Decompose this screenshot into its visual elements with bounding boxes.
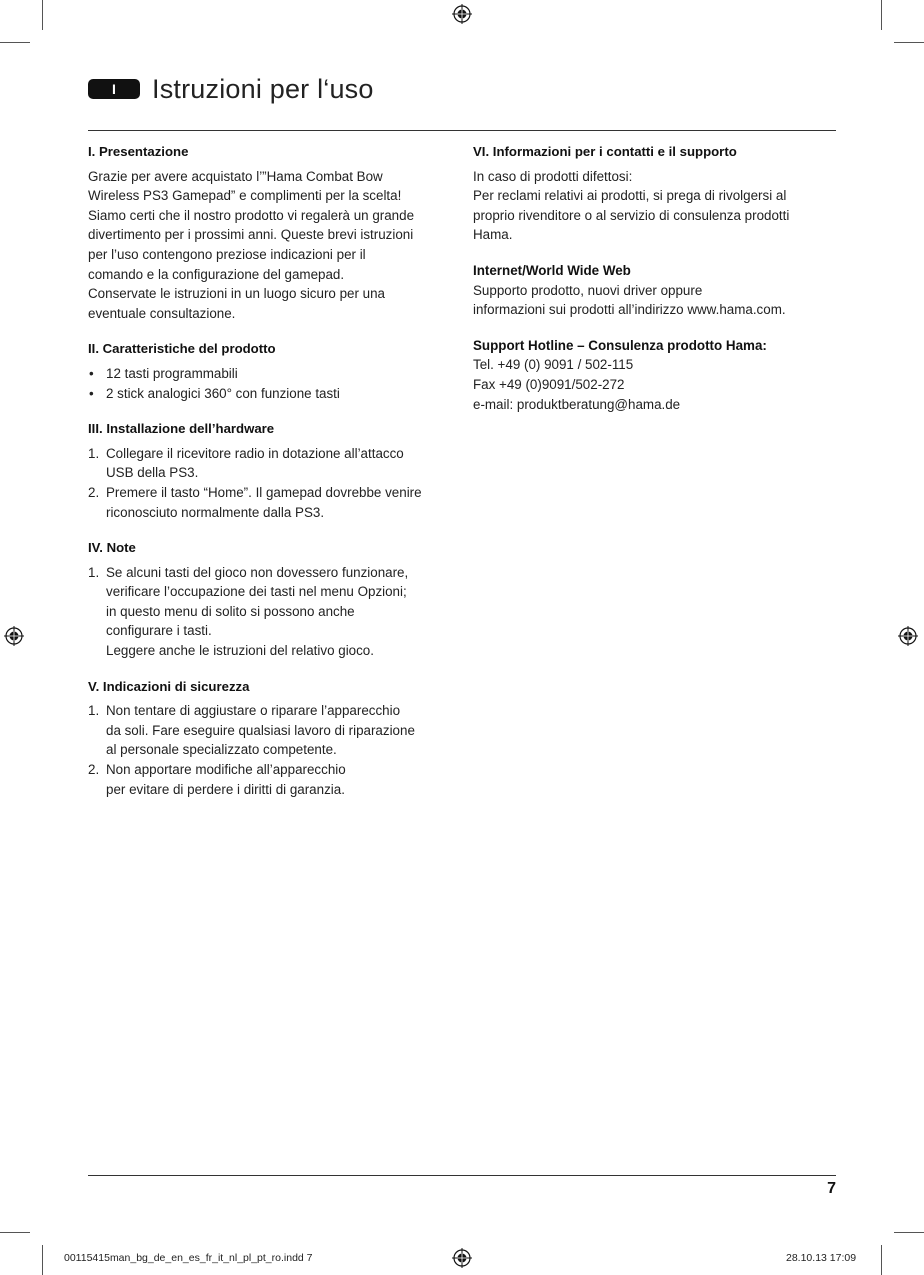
hotline-email: e-mail: produktberatung@hama.de <box>473 396 681 412</box>
list-number: 2. <box>88 484 100 500</box>
section-internet <box>473 261 836 320</box>
registration-mark-icon <box>452 4 472 24</box>
registration-mark-icon <box>452 1248 472 1268</box>
page-title: Istruzioni per l‘uso <box>152 73 374 104</box>
feature-list <box>88 364 456 403</box>
list-item <box>88 701 456 760</box>
list-item: • 12 tasti programmabili <box>88 364 456 384</box>
footer-divider <box>88 1175 836 1176</box>
list-item <box>88 760 456 799</box>
notes-list <box>88 563 456 661</box>
section-text: Supporto prodotto, nuovi driver oppure informazioni sui prodotti all’indirizzo www.hama.com. <box>473 282 786 318</box>
hotline-fax: Fax +49 (0)9091/502-272 <box>473 376 625 392</box>
list-number: 2. <box>88 762 100 778</box>
list-item <box>88 483 456 522</box>
list-text: Premere il tasto “Home”. Il gamepad dovrebbe venire riconosciuto normalmente dalla PS3. <box>106 484 422 520</box>
header-divider <box>88 130 836 131</box>
section-contatti <box>473 142 836 245</box>
list-text: Non apportare modifiche all’apparecchio per evitare di perdere i diritti di garanzia. <box>106 762 346 797</box>
section-text: Grazie per avere acquistato l’”Hama Combat Bow Wireless PS3 Gamepad” e complimenti per la scelta! Siamo certi che il nostro prodotto vi regalerà un grande divertimento per i prossimi anni. Queste brevi istruzioni per l’uso contengono preziose indicazioni per il comando e la configurazione del gamepad. Conservate le istruzioni in un luogo sicuro per una eventuale consultazione. <box>88 168 415 321</box>
section-note <box>88 538 456 661</box>
list-text: Non tentare di aggiustare o riparare l’apparecchio da soli. Fare eseguire qualsiasi lavoro di riparazione al personale specializzato competente. <box>106 703 415 758</box>
section-sicurezza <box>88 677 456 800</box>
section-heading: IV. Note <box>88 540 136 556</box>
page-header <box>88 74 374 104</box>
subsection-heading: Internet/World Wide Web <box>473 262 631 278</box>
list-number: 1. <box>88 564 100 580</box>
registration-mark-icon <box>898 626 918 646</box>
language-badge: I <box>88 79 140 99</box>
page-number: 7 <box>827 1180 836 1197</box>
crop-mark-top-right-v <box>881 0 882 30</box>
list-number: 1. <box>88 445 100 461</box>
section-heading: III. Installazione dell’hardware <box>88 421 275 437</box>
section-heading: II. Caratteristiche del prodotto <box>88 341 276 357</box>
section-caratteristiche <box>88 339 456 403</box>
registration-mark-icon <box>4 626 24 646</box>
section-hotline <box>473 336 836 414</box>
installation-steps <box>88 444 456 522</box>
section-installazione <box>88 419 456 522</box>
hotline-tel: Tel. +49 (0) 9091 / 502-115 <box>473 357 634 373</box>
section-heading: I. Presentazione <box>88 144 189 159</box>
section-heading: VI. Informazioni per i contatti e il supporto <box>473 144 737 159</box>
left-column <box>88 142 456 815</box>
list-item <box>88 563 456 661</box>
list-item: • 2 stick analogici 360° con funzione tasti <box>88 384 456 404</box>
crop-mark-bottom-left-h <box>0 1232 30 1233</box>
crop-mark-bottom-left-v <box>42 1245 43 1275</box>
section-heading: V. Indicazioni di sicurezza <box>88 678 250 694</box>
safety-list <box>88 701 456 799</box>
list-text: Se alcuni tasti del gioco non dovessero funzionare, verificare l’occupazione dei tasti nel menu Opzioni; in questo menu di solito si possono anche configurare i tasti. Leggere anche le istruzioni del relativo gioco. <box>106 564 409 659</box>
crop-mark-bottom-right-v <box>881 1245 882 1275</box>
subsection-heading: Support Hotline – Consulenza prodotto Hama: <box>473 337 767 353</box>
list-item <box>88 444 456 483</box>
list-text: Collegare il ricevitore radio in dotazione all’attacco USB della PS3. <box>106 445 404 481</box>
section-presentazione <box>88 142 456 323</box>
right-column <box>473 142 836 430</box>
print-date-time: 28.10.13 17:09 <box>786 1252 857 1264</box>
print-file-name: 00115415man_bg_de_en_es_fr_it_nl_pl_pt_ro.indd 7 <box>64 1252 313 1264</box>
list-number: 1. <box>88 703 100 719</box>
crop-mark-top-left-h <box>0 42 30 43</box>
section-text: In caso di prodotti difettosi: Per reclami relativi ai prodotti, si prega di rivolgersi al proprio rivenditore o al servizio di consulenza prodotti Hama. <box>473 168 790 243</box>
crop-mark-top-right-h <box>894 42 924 43</box>
crop-mark-bottom-right-h <box>894 1232 924 1233</box>
crop-mark-top-left-v <box>42 0 43 30</box>
